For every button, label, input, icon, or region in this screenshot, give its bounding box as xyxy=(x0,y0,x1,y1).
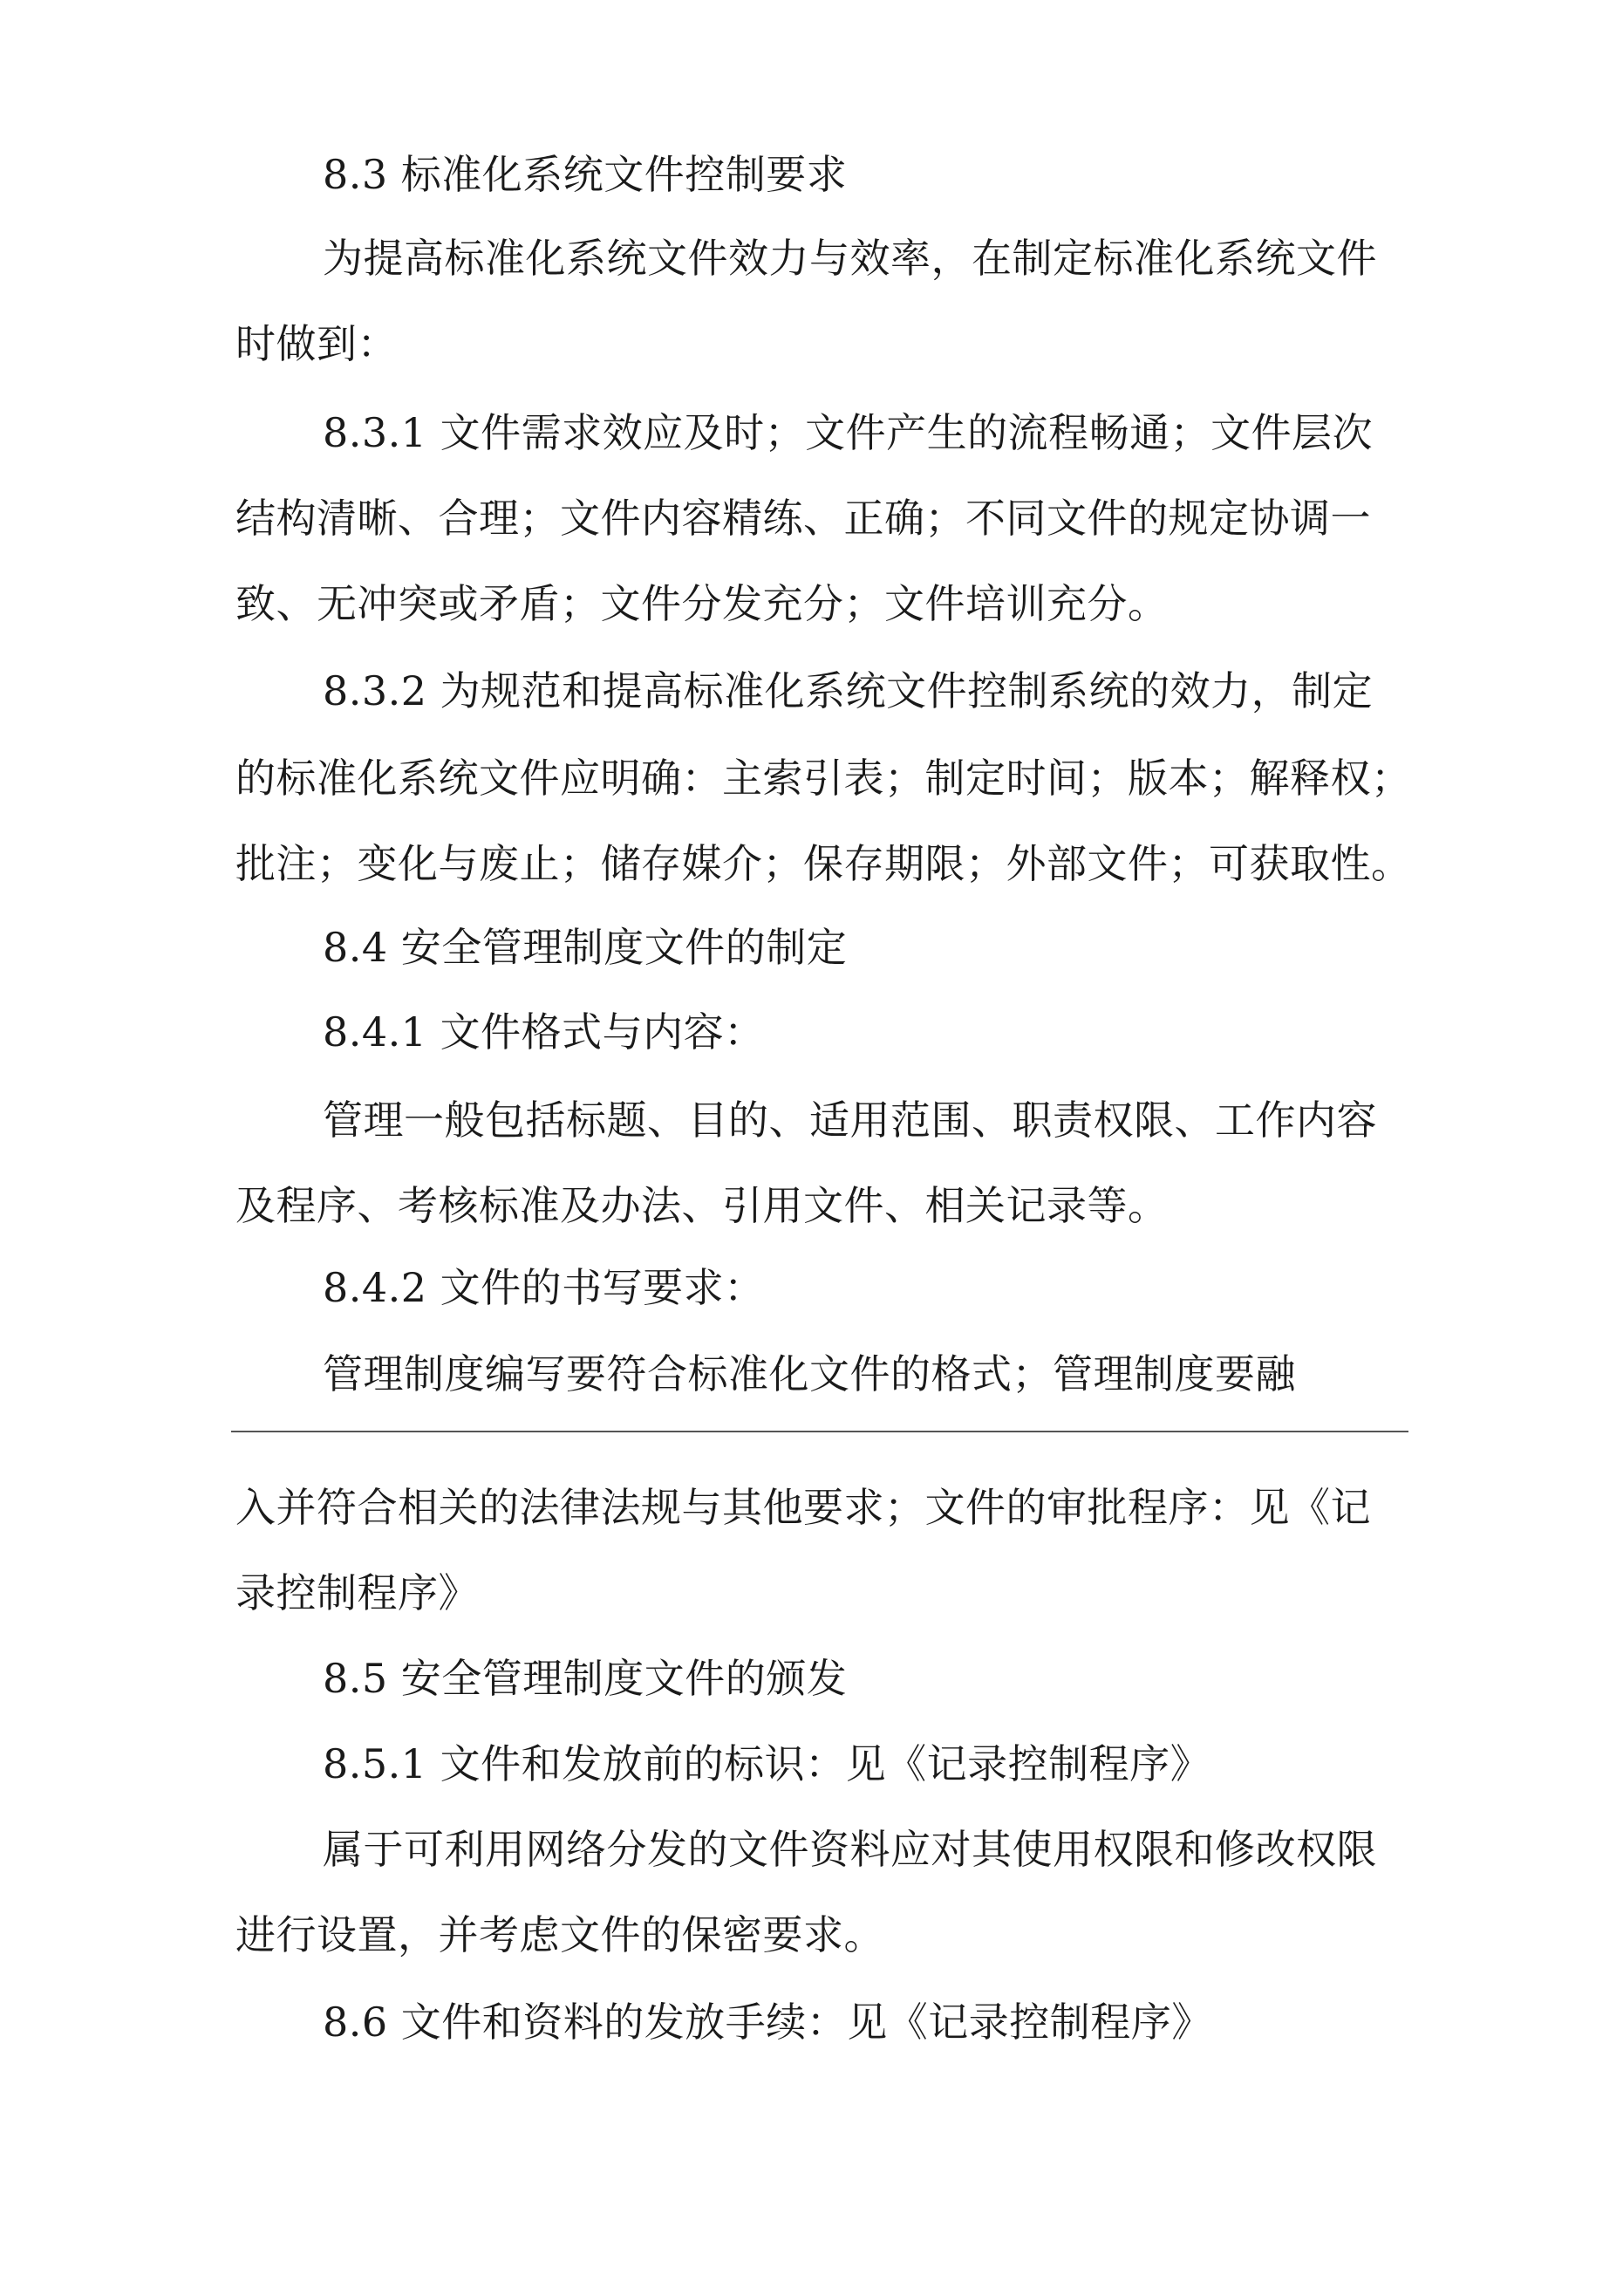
paragraph-line: 及程序、考核标准及办法、引用文件、相关记录等。 xyxy=(235,1182,1169,1229)
paragraph-line: 致、无冲突或矛盾；文件分发充分；文件培训充分。 xyxy=(235,580,1169,627)
paragraph-line: 时做到： xyxy=(235,320,398,367)
heading-8-4: 8.4 安全管理制度文件的制定 xyxy=(323,924,848,971)
paragraph-line: 管理制度编写要符合标准化文件的格式；管理制度要融 xyxy=(323,1350,1296,1397)
paragraph-line: 管理一般包括标题、目的、适用范围、职责权限、工作内容 xyxy=(323,1097,1377,1144)
heading-8-4-2: 8.4.2 文件的书写要求： xyxy=(323,1264,765,1311)
paragraph-line: 属于可利用网络分发的文件资料应对其使用权限和修改权限 xyxy=(323,1826,1377,1873)
paragraph-line: 8.3.1 文件需求效应及时；文件产生的流程畅通；文件层次 xyxy=(323,409,1374,456)
heading-8-3: 8.3 标准化系统文件控制要求 xyxy=(323,151,848,198)
paragraph-line: 批注；变化与废止；储存媒介；保存期限；外部文件；可获取性。 xyxy=(235,840,1412,887)
paragraph-line: 8.3.2 为规范和提高标准化系统文件控制系统的效力，制定 xyxy=(323,667,1374,714)
paragraph-line: 为提高标准化系统文件效力与效率，在制定标准化系统文件 xyxy=(323,235,1377,282)
heading-8-5-1: 8.5.1 文件和发放前的标识：见《记录控制程序》 xyxy=(323,1740,1211,1787)
paragraph-line: 结构清晰、合理；文件内容精练、正确；不同文件的规定协调一 xyxy=(235,495,1371,542)
page-break-divider xyxy=(231,1431,1408,1432)
paragraph-line: 进行设置，并考虑文件的保密要求。 xyxy=(235,1911,884,1958)
paragraph-line: 入并符合相关的法律法规与其他要求；文件的审批程序：见《记 xyxy=(235,1484,1371,1531)
paragraph-line: 录控制程序》 xyxy=(235,1569,479,1616)
heading-8-4-1: 8.4.1 文件格式与内容： xyxy=(323,1008,765,1056)
heading-8-5: 8.5 安全管理制度文件的颁发 xyxy=(323,1655,848,1702)
heading-8-6: 8.6 文件和资料的发放手续：见《记录控制程序》 xyxy=(323,1999,1212,2046)
paragraph-line: 的标准化系统文件应明确：主索引表；制定时间；版本；解释权； xyxy=(235,755,1412,802)
